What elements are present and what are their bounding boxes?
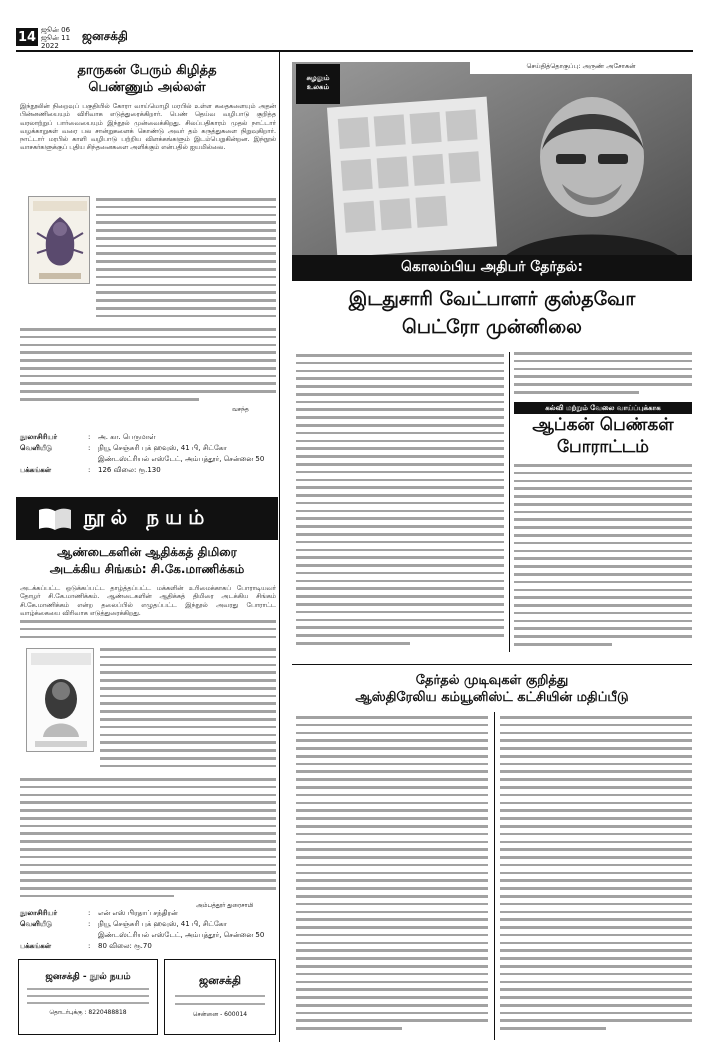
text-line bbox=[500, 770, 692, 773]
meta-row bbox=[20, 432, 264, 443]
text-line bbox=[514, 472, 692, 475]
meta-row bbox=[20, 919, 264, 930]
footer-ad-right bbox=[164, 959, 276, 1035]
text-line bbox=[296, 918, 488, 921]
text-line bbox=[296, 463, 504, 466]
meta-key: பக்கங்கள் bbox=[20, 942, 52, 950]
text-line bbox=[500, 879, 692, 882]
text-line bbox=[500, 778, 692, 781]
text-line bbox=[296, 864, 488, 867]
text-line bbox=[514, 542, 692, 545]
meta-value: என் எஸ் பிரதாப் சந்திரன் bbox=[98, 909, 178, 917]
text-line bbox=[296, 887, 488, 890]
text-line bbox=[296, 981, 488, 984]
text-line bbox=[296, 486, 504, 489]
text-line bbox=[500, 918, 692, 921]
text-line bbox=[296, 817, 488, 820]
text-line bbox=[296, 440, 504, 443]
lead-body-col2 bbox=[514, 352, 692, 399]
text-line bbox=[296, 965, 488, 968]
review2-body-text-cont bbox=[100, 648, 276, 773]
text-line bbox=[296, 755, 488, 758]
text-line bbox=[296, 385, 504, 388]
text-line bbox=[296, 988, 488, 991]
text-line bbox=[500, 872, 692, 875]
text-line bbox=[296, 856, 488, 859]
text-line bbox=[514, 526, 692, 529]
headline-line: போராட்டம் bbox=[556, 437, 649, 457]
text-line bbox=[500, 825, 692, 828]
book-cover-image bbox=[28, 196, 90, 284]
text-line bbox=[296, 1004, 488, 1007]
headline-line: ஆஸ்திரேலிய கம்யூனிஸ்ட் கட்சியின் மதிப்பீடு bbox=[355, 690, 629, 705]
text-line bbox=[514, 573, 692, 576]
paper-name: ஜனசக்தி bbox=[82, 29, 128, 43]
headline-line: பெட்ரோ முன்னிலை bbox=[402, 316, 582, 338]
meta-colon bbox=[88, 454, 98, 465]
text-line bbox=[296, 432, 504, 435]
meta-row bbox=[20, 454, 264, 465]
text-line bbox=[296, 408, 504, 411]
text-line bbox=[500, 848, 692, 851]
text-line bbox=[514, 627, 692, 630]
text-line bbox=[500, 911, 692, 914]
text-line bbox=[500, 732, 692, 735]
text-line bbox=[296, 903, 488, 906]
meta-value: இண்டஸ்ட்ரியல் எஸ்டேட், அம்பத்தூர், சென்னை 50 bbox=[98, 455, 265, 463]
text-line bbox=[500, 1019, 692, 1022]
meta-row bbox=[20, 930, 264, 941]
meta-row bbox=[20, 941, 264, 952]
text-line bbox=[296, 626, 504, 629]
text-line bbox=[296, 525, 504, 528]
text-line bbox=[514, 635, 692, 638]
text-line bbox=[296, 996, 488, 999]
issue-date bbox=[41, 26, 70, 50]
text-line bbox=[514, 581, 692, 584]
meta-key bbox=[20, 454, 88, 465]
lead-body-col1 bbox=[296, 354, 504, 650]
text-line bbox=[296, 716, 488, 719]
text-line bbox=[296, 354, 504, 357]
text-line bbox=[296, 848, 488, 851]
text-line bbox=[500, 833, 692, 836]
text-line bbox=[296, 825, 488, 828]
review2-body-intro: அடக்கப்பட்ட ஒடுக்கப்பட்ட தாழ்த்தப்பட்ட மக்களின் உரிமைக்காகப் போராடியவர் தோழர் சி.கே.மாணிக்கம். ஆண்டைகளின் ஆதிக்கத் திமிரை அடக்கிய சிங்கம் சி.கே.மாணிக்கம் என்ற தலைப்பில் எழுதப்பட்ட இந்நூல் அவரது போராட்ட வாழ்க்கையை விரிவாக எடுத்துரைக்கிறது. bbox=[20, 584, 276, 616]
text-line bbox=[296, 494, 504, 497]
meta-value: 126 விலை: ரூ.130 bbox=[98, 466, 161, 474]
text-line bbox=[296, 416, 504, 419]
text-line bbox=[500, 716, 692, 719]
meta-value: 80 விலை: ரூ.70 bbox=[98, 942, 152, 950]
text-line bbox=[514, 596, 692, 599]
text-line bbox=[296, 763, 488, 766]
review1-body-text bbox=[96, 198, 276, 323]
text-line bbox=[296, 549, 504, 552]
meta-key bbox=[20, 930, 88, 941]
text-line bbox=[500, 802, 692, 805]
text-line bbox=[500, 895, 692, 898]
review2-body-text bbox=[20, 620, 276, 643]
text-line bbox=[296, 934, 488, 937]
review1-body-text-cont bbox=[20, 328, 276, 406]
review2-body-text-more bbox=[20, 778, 276, 903]
date-line: ஜூன் 11 bbox=[41, 34, 71, 42]
review1-body-intro: இந்நூலின் நிறைவுப் பகுதியில் கோரா வாய்மொழி மரபில் உள்ள கதைகளையும் அதன் பின்னணியையும் விரிவாக எடுத்துரைக்கிறார். பெண் தெய்வ வழிபாடு குறித்த வரலாற்றுப் பார்வையையும் இந்நூல் முன்வைக்கிறது. சிலப்பதிகாரம் முதல் நாட்டார் வழக்காறுகள் வரை பல சான்றுகளைக் கொண்டு அவர் தம் கருத்துகளை நிறுவுகிறார். நாட்டார் மரபில் காளி வழிபாடு பற்றிய விளக்கங்களும் இடம்பெறுகின்றன. இந்நூல் வாசகர்களுக்குப் புதிய சிந்தனைகளை அளிக்கும் என்பதில் ஐயமில்லை. bbox=[20, 102, 276, 152]
footer-phone: தொடர்புக்கு : 8220488818 bbox=[49, 1009, 127, 1016]
text-line bbox=[500, 942, 692, 945]
text-line bbox=[500, 988, 692, 991]
section-rule bbox=[292, 664, 692, 665]
text-line bbox=[500, 1004, 692, 1007]
lead-kicker: கொலம்பிய அதிபர் தேர்தல்: bbox=[292, 255, 692, 281]
text-line bbox=[296, 517, 504, 520]
text-line bbox=[514, 495, 692, 498]
text-line bbox=[514, 565, 692, 568]
text-line bbox=[296, 739, 488, 742]
headline-line: இடதுசாரி வேட்பாளர் குஸ்தவோ bbox=[348, 288, 636, 310]
meta-key: பக்கங்கள் bbox=[20, 466, 52, 474]
text-line bbox=[500, 1012, 692, 1015]
section-badge: சுழலும் உலகம் bbox=[296, 64, 340, 104]
text-line bbox=[514, 464, 692, 467]
second-body-col2 bbox=[500, 716, 692, 1035]
text-line bbox=[296, 619, 504, 622]
text-line bbox=[296, 541, 504, 544]
photo-caption: செய்தித்தொகுப்பு: அருண் அசோகன் bbox=[470, 62, 692, 74]
text-line bbox=[296, 533, 504, 536]
text-line bbox=[500, 763, 692, 766]
banner-title: நூல் நயம் bbox=[83, 505, 211, 529]
text-line bbox=[500, 926, 692, 929]
text-line bbox=[296, 502, 504, 505]
meta-key: நூலாசிரியர் bbox=[20, 909, 57, 917]
meta-row bbox=[20, 443, 264, 454]
text-line bbox=[296, 362, 504, 365]
text-line bbox=[500, 957, 692, 960]
meta-key: நூலாசிரியர் bbox=[20, 433, 57, 441]
sidebar-headline bbox=[514, 414, 692, 458]
text-line bbox=[296, 786, 488, 789]
text-line bbox=[296, 564, 504, 567]
text-line bbox=[296, 802, 488, 805]
open-book-icon bbox=[38, 507, 72, 531]
book-cover-image bbox=[26, 648, 94, 752]
meta-value: நியூ செஞ்சுரி புக் ஹவுஸ், 41 பி, சிட்கோ bbox=[98, 920, 227, 928]
page-number: 14 bbox=[17, 29, 37, 45]
text-line bbox=[296, 603, 504, 606]
text-line bbox=[296, 1012, 488, 1015]
headline-line: ஆண்டைகளின் ஆதிக்கத் திமிரை bbox=[57, 545, 237, 559]
review1-meta bbox=[20, 432, 264, 476]
text-line bbox=[296, 1019, 488, 1022]
text-line bbox=[500, 747, 692, 750]
text-line bbox=[500, 841, 692, 844]
text-line bbox=[500, 724, 692, 727]
headline-line: அடக்கிய சிங்கம்: சி.கே.மாணிக்கம் bbox=[49, 562, 245, 576]
text-line bbox=[296, 510, 504, 513]
headline-line: தேர்தல் முடிவுகள் குறித்து bbox=[415, 673, 569, 688]
text-line bbox=[296, 611, 504, 614]
review1-headline bbox=[16, 62, 278, 96]
meta-colon: : bbox=[88, 920, 91, 928]
text-line bbox=[296, 833, 488, 836]
text-line bbox=[500, 809, 692, 812]
lead-photo bbox=[292, 62, 692, 272]
meta-colon: : bbox=[88, 942, 91, 950]
text-line bbox=[514, 487, 692, 490]
text-line bbox=[500, 934, 692, 937]
text-line bbox=[296, 973, 488, 976]
text-line bbox=[514, 518, 692, 521]
lead-headline bbox=[292, 285, 692, 341]
text-line bbox=[500, 817, 692, 820]
text-line bbox=[514, 503, 692, 506]
sidebar-body bbox=[514, 464, 692, 651]
footer-ad-left bbox=[18, 959, 158, 1035]
text-line bbox=[296, 370, 504, 373]
text-line bbox=[296, 778, 488, 781]
text-line bbox=[514, 511, 692, 514]
text-line bbox=[296, 770, 488, 773]
meta-colon: : bbox=[88, 466, 91, 474]
text-line bbox=[296, 401, 504, 404]
date-line: ஜூன் 06 bbox=[41, 26, 71, 34]
text-line bbox=[296, 642, 410, 645]
second-headline bbox=[292, 672, 692, 706]
footer-title: ஜனசக்தி - நூல் நயம் bbox=[45, 972, 131, 982]
text-line bbox=[500, 887, 692, 890]
text-line bbox=[500, 755, 692, 758]
text-line bbox=[296, 1027, 402, 1030]
text-line bbox=[296, 872, 488, 875]
text-line bbox=[500, 903, 692, 906]
text-line bbox=[500, 794, 692, 797]
text-line bbox=[296, 949, 488, 952]
meta-value: இண்டஸ்ட்ரியல் எஸ்டேட், அம்பத்தூர், சென்னை 50 bbox=[98, 931, 265, 939]
headline-line: தாருகன் பேரும் கிழித்த bbox=[77, 63, 217, 78]
text-line bbox=[296, 895, 488, 898]
meta-value: நியூ செஞ்சுரி புக் ஹவுஸ், 41 பி, சிட்கோ bbox=[98, 444, 227, 452]
text-line bbox=[296, 926, 488, 929]
text-line bbox=[296, 377, 504, 380]
text-line bbox=[514, 550, 692, 553]
text-line bbox=[514, 589, 692, 592]
text-line bbox=[514, 557, 692, 560]
column-rule bbox=[509, 352, 510, 652]
text-line bbox=[296, 556, 504, 559]
text-line bbox=[296, 447, 504, 450]
meta-row bbox=[20, 465, 264, 476]
text-line bbox=[514, 612, 692, 615]
text-line bbox=[296, 794, 488, 797]
headline-line: பெண்ணும் அல்லள் bbox=[88, 80, 206, 95]
meta-colon: : bbox=[88, 433, 91, 441]
date-line: 2022 bbox=[41, 42, 59, 50]
footer-title: ஜனசக்தி bbox=[199, 974, 241, 987]
text-line bbox=[296, 587, 504, 590]
text-line bbox=[500, 856, 692, 859]
text-line bbox=[500, 981, 692, 984]
text-line bbox=[296, 942, 488, 945]
review2-signature: அம்பத்தூர் துரைசாமி bbox=[196, 902, 254, 909]
text-line bbox=[296, 479, 504, 482]
meta-colon: : bbox=[88, 909, 91, 917]
text-line bbox=[296, 809, 488, 812]
meta-key: வெளியீடு bbox=[20, 444, 53, 452]
text-line bbox=[296, 572, 504, 575]
text-line bbox=[500, 864, 692, 867]
meta-colon bbox=[88, 930, 98, 941]
text-line bbox=[500, 965, 692, 968]
text-line bbox=[514, 643, 612, 646]
column-rule bbox=[494, 712, 495, 1040]
text-line bbox=[514, 480, 692, 483]
text-line bbox=[296, 393, 504, 396]
text-line bbox=[296, 471, 504, 474]
text-line bbox=[296, 732, 488, 735]
text-line bbox=[296, 634, 504, 637]
meta-colon: : bbox=[88, 444, 91, 452]
footer-city: சென்னை - 600014 bbox=[192, 1011, 248, 1018]
text-line bbox=[296, 879, 488, 882]
text-line bbox=[500, 1027, 606, 1030]
text-line bbox=[500, 786, 692, 789]
nool-nayam-banner bbox=[16, 497, 278, 540]
text-line bbox=[514, 534, 692, 537]
meta-key: வெளியீடு bbox=[20, 920, 53, 928]
meta-row bbox=[20, 908, 264, 919]
text-line bbox=[296, 424, 504, 427]
text-line bbox=[500, 973, 692, 976]
review2-headline bbox=[16, 544, 278, 578]
text-line bbox=[500, 949, 692, 952]
review1-signature: வசந்த bbox=[232, 406, 249, 413]
text-line bbox=[296, 957, 488, 960]
text-line bbox=[514, 604, 692, 607]
text-line bbox=[296, 911, 488, 914]
text-line bbox=[514, 620, 692, 623]
text-line bbox=[500, 739, 692, 742]
text-line bbox=[296, 455, 504, 458]
headline-line: ஆப்கன் பெண்கள் bbox=[532, 415, 674, 435]
sidebar-kicker: கல்வி மற்றும் வேலை வாய்ப்புக்காக bbox=[514, 402, 692, 414]
text-line bbox=[500, 996, 692, 999]
meta-value: அ. கா. பெருமாள் bbox=[98, 433, 156, 441]
second-body-col1 bbox=[296, 716, 488, 1035]
text-line bbox=[296, 724, 488, 727]
text-line bbox=[296, 747, 488, 750]
review2-meta bbox=[20, 908, 264, 952]
text-line bbox=[296, 841, 488, 844]
text-line bbox=[296, 595, 504, 598]
text-line bbox=[296, 580, 504, 583]
